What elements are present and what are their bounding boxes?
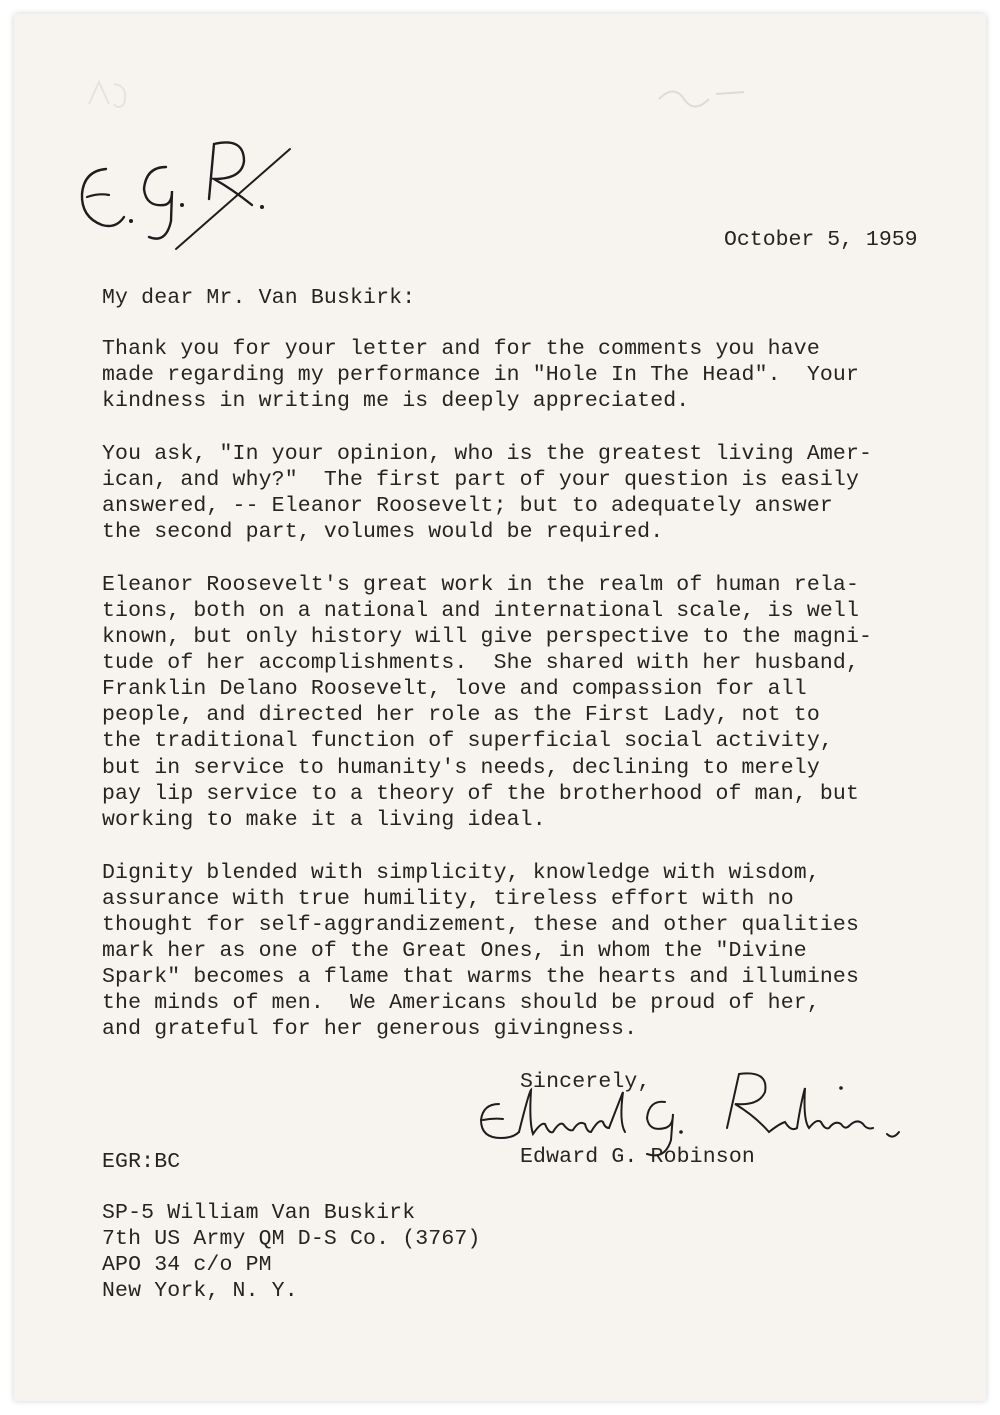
- paragraph-1-line-2: made regarding my performance in "Hole In The Head". Your: [102, 363, 860, 387]
- paragraph-2-line-3: answered, -- Eleanor Roosevelt; but to adequately answer: [102, 494, 833, 518]
- paragraph-3-line-4: tude of her accomplishments. She shared with her husband,: [102, 651, 860, 675]
- address-line-3: APO 34 c/o PM: [102, 1253, 272, 1277]
- paragraph-2-line-1: You ask, "In your opinion, who is the greatest living Amer-: [102, 442, 873, 466]
- salutation: My dear Mr. Van Buskirk:: [102, 286, 416, 310]
- paragraph-3-line-2: tions, both on a national and international scale, is well: [102, 599, 860, 623]
- paragraph-4-line-5: Spark" becomes a flame that warms the hearts and illumines: [102, 965, 860, 989]
- paragraph-1-line-3: kindness in writing me is deeply appreciated.: [102, 389, 690, 413]
- paragraph-4-line-7: and grateful for her generous givingness.: [102, 1017, 638, 1041]
- paragraph-3-line-10: working to make it a living ideal.: [102, 808, 546, 832]
- letter-date: October 5, 1959: [724, 228, 918, 252]
- paragraph-3-line-7: the traditional function of superficial social activity,: [102, 729, 833, 753]
- paragraph-4-line-4: mark her as one of the Great Ones, in whom the "Divine: [102, 939, 807, 963]
- signer-name: Edward G. Robinson: [520, 1145, 755, 1169]
- paragraph-4-line-6: the minds of men. We Americans should be proud of her,: [102, 991, 820, 1015]
- closing: Sincerely,: [520, 1070, 651, 1094]
- address-line-1: SP-5 William Van Buskirk: [102, 1201, 416, 1225]
- faint-pencil-mark: [84, 74, 144, 114]
- paragraph-4-line-3: thought for self-aggrandizement, these and other qualities: [102, 913, 860, 937]
- paragraph-4-line-2: assurance with true humility, tireless effort with no: [102, 887, 794, 911]
- paragraph-3-line-9: pay lip service to a theory of the brotherhood of man, but: [102, 782, 860, 806]
- address-line-2: 7th US Army QM D-S Co. (3767): [102, 1227, 481, 1251]
- paragraph-3-line-3: known, but only history will give perspective to the magni-: [102, 625, 873, 649]
- paragraph-2-line-2: ican, and why?" The first part of your question is easily: [102, 468, 860, 492]
- reference-initials: EGR:BC: [102, 1150, 181, 1174]
- address-line-4: New York, N. Y.: [102, 1279, 298, 1303]
- faint-pencil-note: [654, 74, 754, 114]
- paragraph-1-line-1: Thank you for your letter and for the comments you have: [102, 337, 820, 361]
- letter-page: [14, 14, 986, 1401]
- paragraph-3-line-1: Eleanor Roosevelt's great work in the realm of human rela-: [102, 573, 860, 597]
- paragraph-2-line-4: the second part, volumes would be required.: [102, 520, 664, 544]
- paragraph-3-line-5: Franklin Delano Roosevelt, love and compassion for all: [102, 677, 807, 701]
- paragraph-3-line-6: people, and directed her role as the First Lady, not to: [102, 703, 820, 727]
- handwritten-initials-mark: [54, 109, 314, 259]
- paragraph-4-line-1: Dignity blended with simplicity, knowledge with wisdom,: [102, 861, 820, 885]
- paragraph-3-line-8: but in service to humanity's needs, declining to merely: [102, 756, 820, 780]
